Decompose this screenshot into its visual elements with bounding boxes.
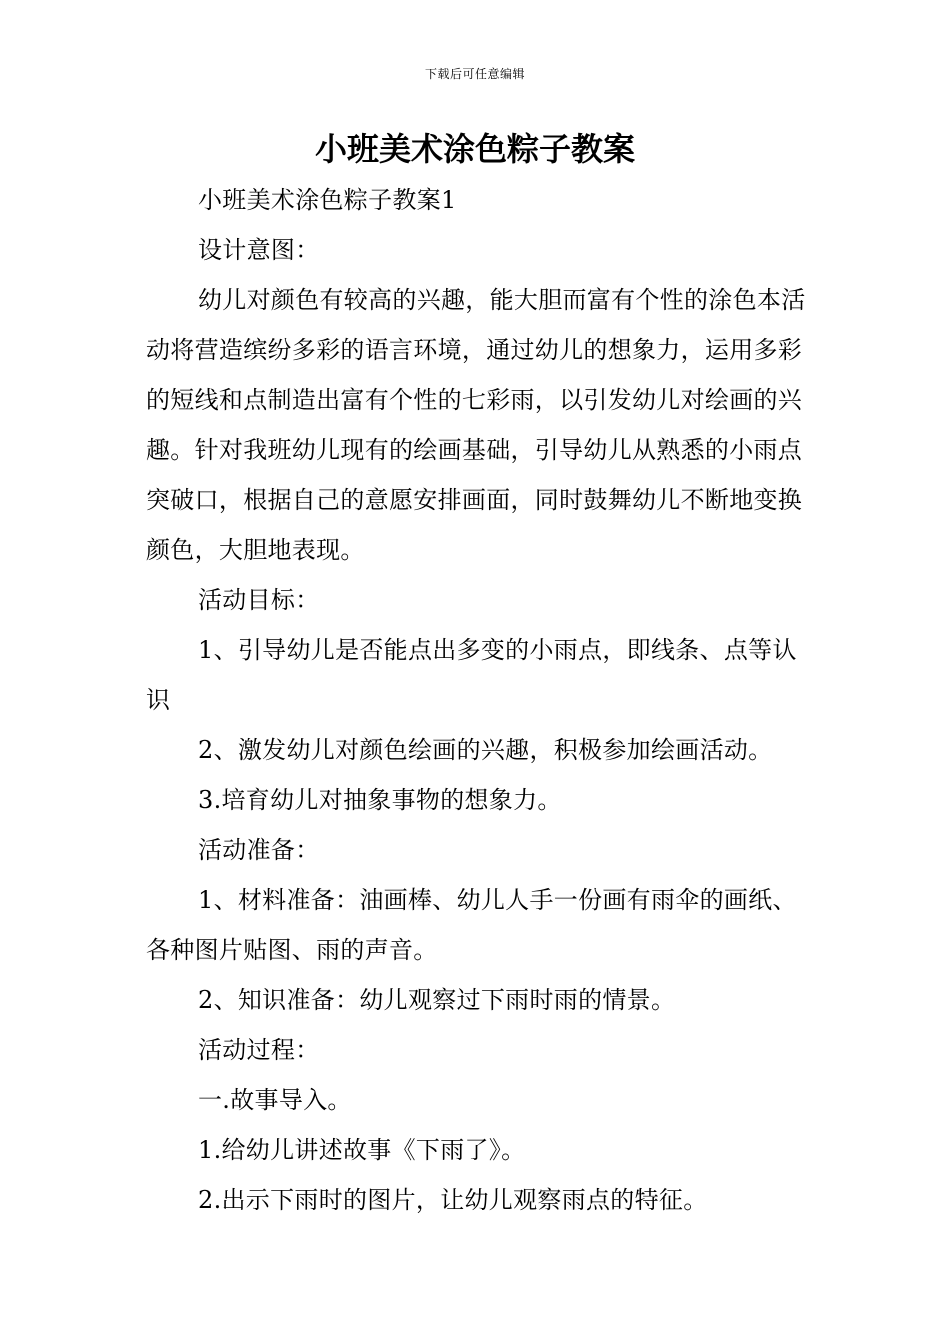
document-title: 小班美术涂色粽子教案	[314, 130, 635, 168]
process-item-2: 2.出示下雨时的图片，让幼儿观察雨点的特征。	[198, 1186, 708, 1214]
document-body	[146, 175, 814, 1225]
subtitle-paragraph: 小班美术涂色粽子教案1	[198, 186, 457, 214]
goal-item-1: 1、引导幼儿是否能点出多变的小雨点，即线条、点等认识	[146, 636, 797, 714]
design-intent-paragraph: 幼儿对颜色有较高的兴趣，能大胆而富有个性的涂色本活动将营造缤纷多彩的语言环境，通过幼儿的想象力，运用多彩的短线和点制造出富有个性的七彩雨，以引发幼儿对绘画的兴趣。针对我班幼儿现有的绘画基础，引导幼儿从熟悉的小雨点突破口，根据自己的意愿安排画面，同时鼓舞幼儿不断地变换颜色，大胆地表现。	[146, 286, 806, 564]
preparation-item-2: 2、知识准备：幼儿观察过下雨时雨的情景。	[198, 986, 676, 1014]
section-heading-preparation: 活动准备：	[198, 836, 320, 864]
section-heading-design-intent: 设计意图：	[198, 236, 320, 264]
process-item-1: 1.给幼儿讲述故事《下雨了》。	[198, 1136, 526, 1164]
preparation-item-1: 1、材料准备：油画棒、幼儿人手一份画有雨伞的画纸、各种图片贴图、雨的声音。	[146, 886, 797, 964]
section-heading-goals: 活动目标：	[198, 586, 320, 614]
header-note: 下载后可任意编辑	[424, 67, 525, 81]
goal-item-2: 2、激发幼儿对颜色绘画的兴趣，积极参加绘画活动。	[198, 736, 773, 764]
process-step-heading: 一.故事导入。	[198, 1086, 352, 1114]
goal-item-3: 3.培育幼儿对抽象事物的想象力。	[198, 786, 562, 814]
section-heading-process: 活动过程：	[198, 1036, 320, 1064]
